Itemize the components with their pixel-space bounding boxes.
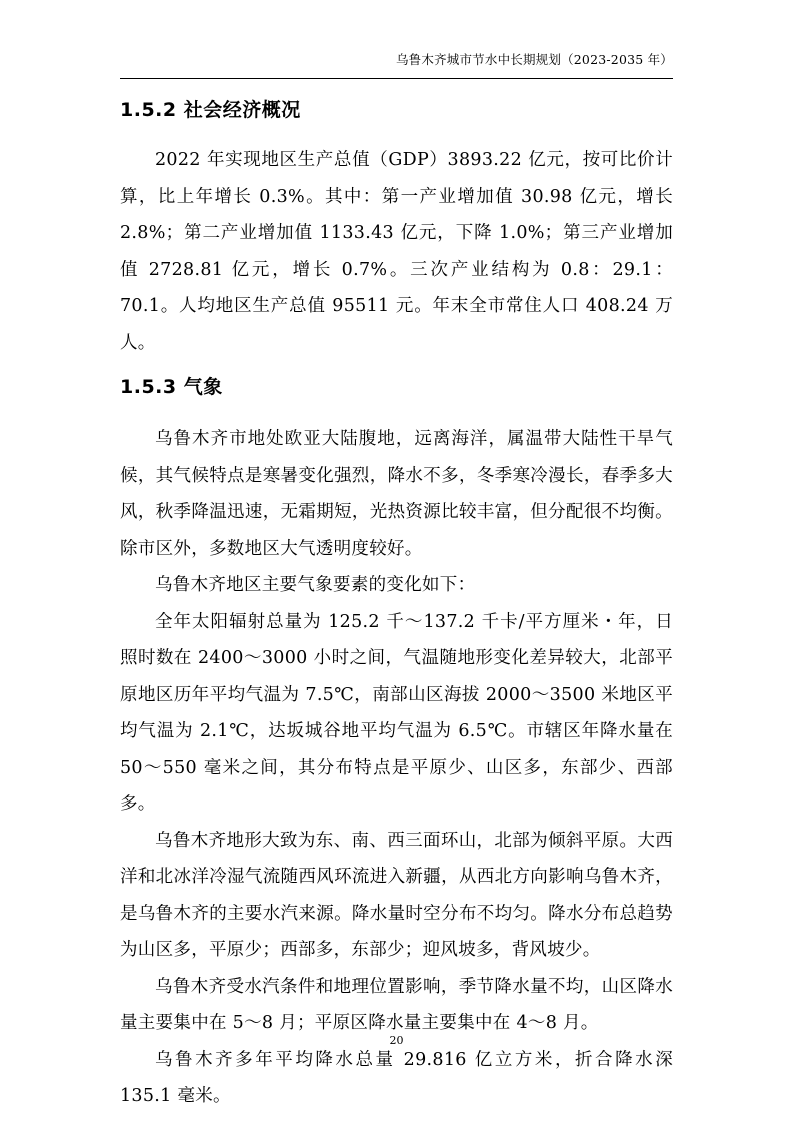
section-heading-meteorology: 1.5.3 气象 — [120, 376, 223, 398]
running-header: 乌鲁木齐城市节水中长期规划（2023-2035 年） — [395, 52, 673, 67]
page-number: 20 — [389, 1034, 404, 1047]
paragraph-radiation-temperature: 全年太阳辐射总量为 125.2 千～137.2 千卡/平方厘米・年，日照时数在 2400～3000 小时之间，气温随地形变化差异较大，北部平原地区历年平均气温为 7.5℃，南部山区海拔 2000～3500 米地区平均气温为 2.1℃，达坂城谷地平均气温为 6.5℃。市辖区年降水量在 50～550 毫米之间，其分布特点是平原少、山区多，东部少、西部多。 — [120, 611, 673, 814]
paragraph-climate-intro: 乌鲁木齐地区主要气象要素的变化如下： — [155, 575, 476, 595]
paragraph-climate-overview: 乌鲁木齐市地处欧亚大陆腹地，远离海洋，属温带大陆性干旱气候，其气候特点是寒暑变化强烈，降水不多，冬季寒冷漫长，春季多大风，秋季降温迅速，无霜期短，光热资源比较丰富，但分配很不均衡。除市区外，多数地区大气透明度较好。 — [120, 429, 673, 559]
paragraph-seasonal-precipitation: 乌鲁木齐受水汽条件和地理位置影响，季节降水量不均，山区降水量主要集中在 5～8 月；平原区降水量主要集中在 4～8 月。 — [120, 976, 673, 1033]
paragraph-economy: 2022 年实现地区生产总值（GDP）3893.22 亿元，按可比价计算，比上年增长 0.3%。其中：第一产业增加值 30.98 亿元，增长 2.8%；第二产业增加值 1133.43 亿元，下降 1.0%；第三产业增加值 2728.81 亿元，增长 0.7%。三次产业结构为 0.8：29.1：70.1。人均地区生产总值 95511 元。年末全市常住人口 408.24 万人。 — [120, 150, 673, 353]
section-heading-socioeconomic: 1.5.2 社会经济概况 — [120, 99, 301, 121]
document-body — [120, 92, 673, 1115]
paragraph-terrain-moisture: 乌鲁木齐地形大致为东、南、西三面环山，北部为倾斜平原。大西洋和北冰洋冷湿气流随西风环流进入新疆，从西北方向影响乌鲁木齐，是乌鲁木齐的主要水汽来源。降水量时空分布不均匀。降水分布总趋势为山区多，平原少；西部多，东部少；迎风坡多，背风坡少。 — [120, 830, 673, 960]
paragraph-annual-precipitation: 乌鲁木齐多年平均降水总量 29.816 亿立方米，折合降水深 135.1 毫米。 — [120, 1049, 673, 1106]
header-divider — [120, 78, 673, 79]
